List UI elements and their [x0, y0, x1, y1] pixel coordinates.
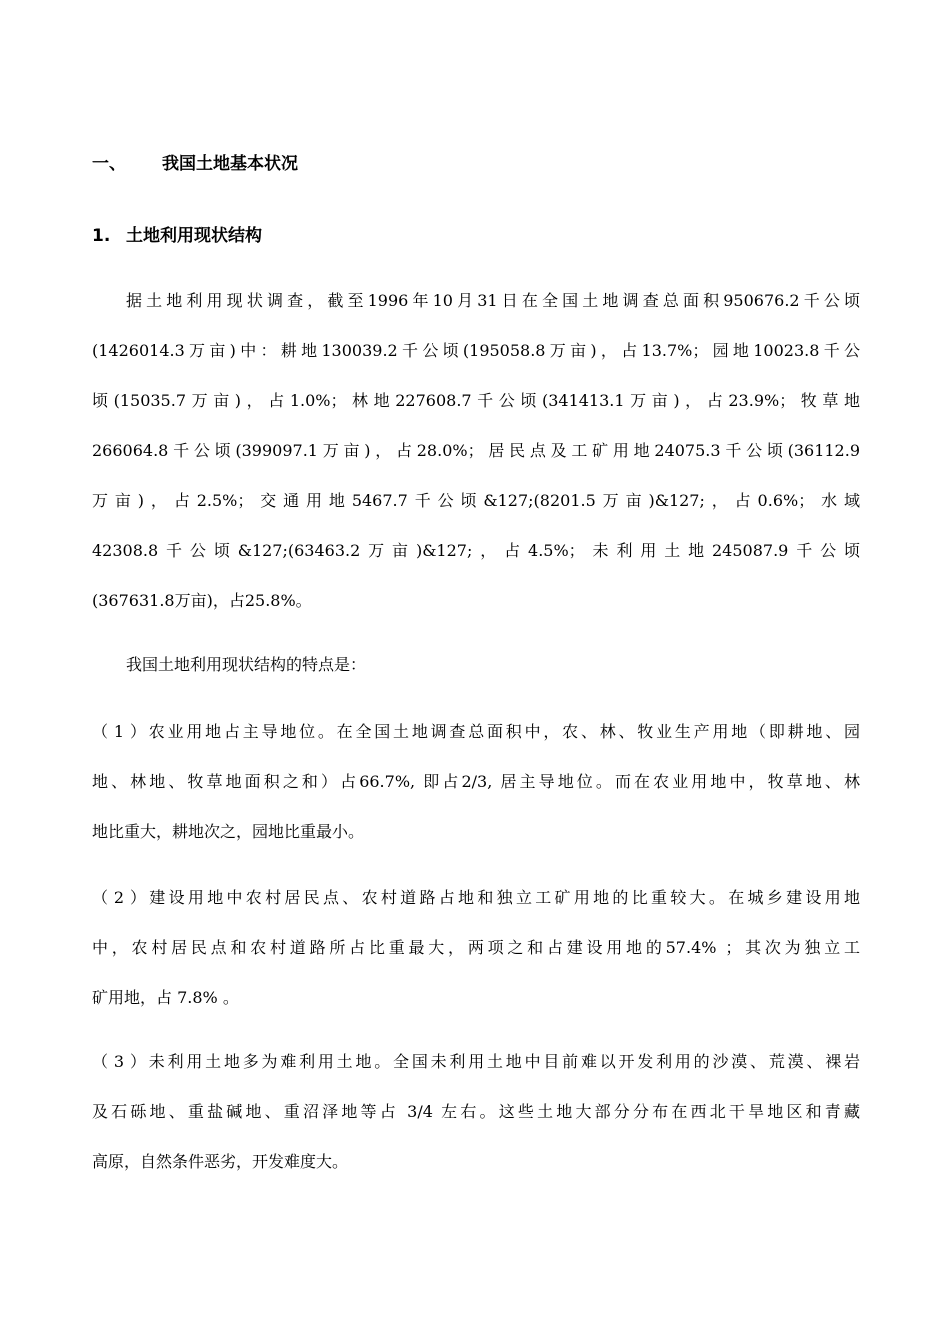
item-line: 地比重大，耕地次之，园地比重最小。	[92, 822, 365, 841]
features-intro	[92, 640, 860, 690]
section-number: 一、	[92, 154, 126, 174]
section-title: 我国土地基本状况	[162, 154, 298, 174]
paragraph-line: 万亩)，占2.5%；交通用地5467.7千公顷&127;(8201.5万亩)&127;，占0.6%；水域	[92, 491, 860, 510]
item-text: 农业用地占主导地位。在全国土地调查总面积中，农、林、牧业生产用地（即耕地、园	[146, 722, 860, 741]
item-line	[92, 1037, 860, 1087]
feature-item-3	[92, 1037, 860, 1187]
paragraph-line: (1426014.3万亩)中：耕地130039.2千公顷(195058.8万亩)，占13.7%；园地10023.8千公	[92, 341, 860, 360]
item-number: （3）	[92, 1052, 146, 1071]
paragraph-line: (367631.8万亩)，占25.8%。	[92, 591, 312, 610]
features-intro-text: 我国土地利用现状结构的特点是：	[126, 655, 367, 674]
section-heading	[92, 152, 298, 176]
item-line	[92, 873, 860, 923]
paragraph-line: 42308.8千公顷&127;(63463.2万亩)&127;，占4.5%；未利用土地245087.9千公顷	[92, 541, 860, 560]
subsection-number: 1.	[92, 226, 111, 246]
item-text: 建设用地中农村居民点、农村道路占地和独立工矿用地的比重较大。在城乡建设用地	[146, 888, 860, 907]
subsection-heading	[92, 224, 262, 248]
paragraph-line: 据土地利用现状调查，截至1996年10月31日在全国土地调查总面积950676.2千公顷	[126, 291, 860, 310]
item-line: 地、林地、牧草地面积之和）占66.7%, 即占2/3, 居主导地位。而在农业用地中，牧草地、林	[92, 772, 860, 791]
item-number: （2）	[92, 888, 146, 907]
item-line	[92, 707, 860, 757]
item-number: （1）	[92, 722, 146, 741]
paragraph-line: 顷(15035.7万亩)，占1.0%；林地227608.7千公顷(341413.1万亩)，占23.9%；牧草地	[92, 391, 860, 410]
survey-paragraph	[92, 276, 860, 626]
feature-item-2	[92, 873, 860, 1023]
feature-item-1	[92, 707, 860, 857]
subsection-title: 土地利用现状结构	[126, 226, 262, 246]
paragraph-line: 266064.8千公顷(399097.1万亩)，占28.0%；居民点及工矿用地24075.3千公顷(36112.9	[92, 441, 860, 460]
item-text: 未利用土地多为难利用土地。全国未利用土地中目前难以开发利用的沙漠、荒漠、裸岩	[146, 1052, 860, 1071]
item-line: 中，农村居民点和农村道路所占比重最大，两项之和占建设用地的57.4% ；其次为独立工	[92, 938, 860, 957]
item-line: 及石砾地、重盐碱地、重沼泽地等占 3/4 左右。这些土地大部分分布在西北干旱地区和青藏	[92, 1102, 860, 1121]
item-line: 高原，自然条件恶劣，开发难度大。	[92, 1152, 349, 1171]
item-line: 矿用地，占 7.8% 。	[92, 988, 239, 1007]
